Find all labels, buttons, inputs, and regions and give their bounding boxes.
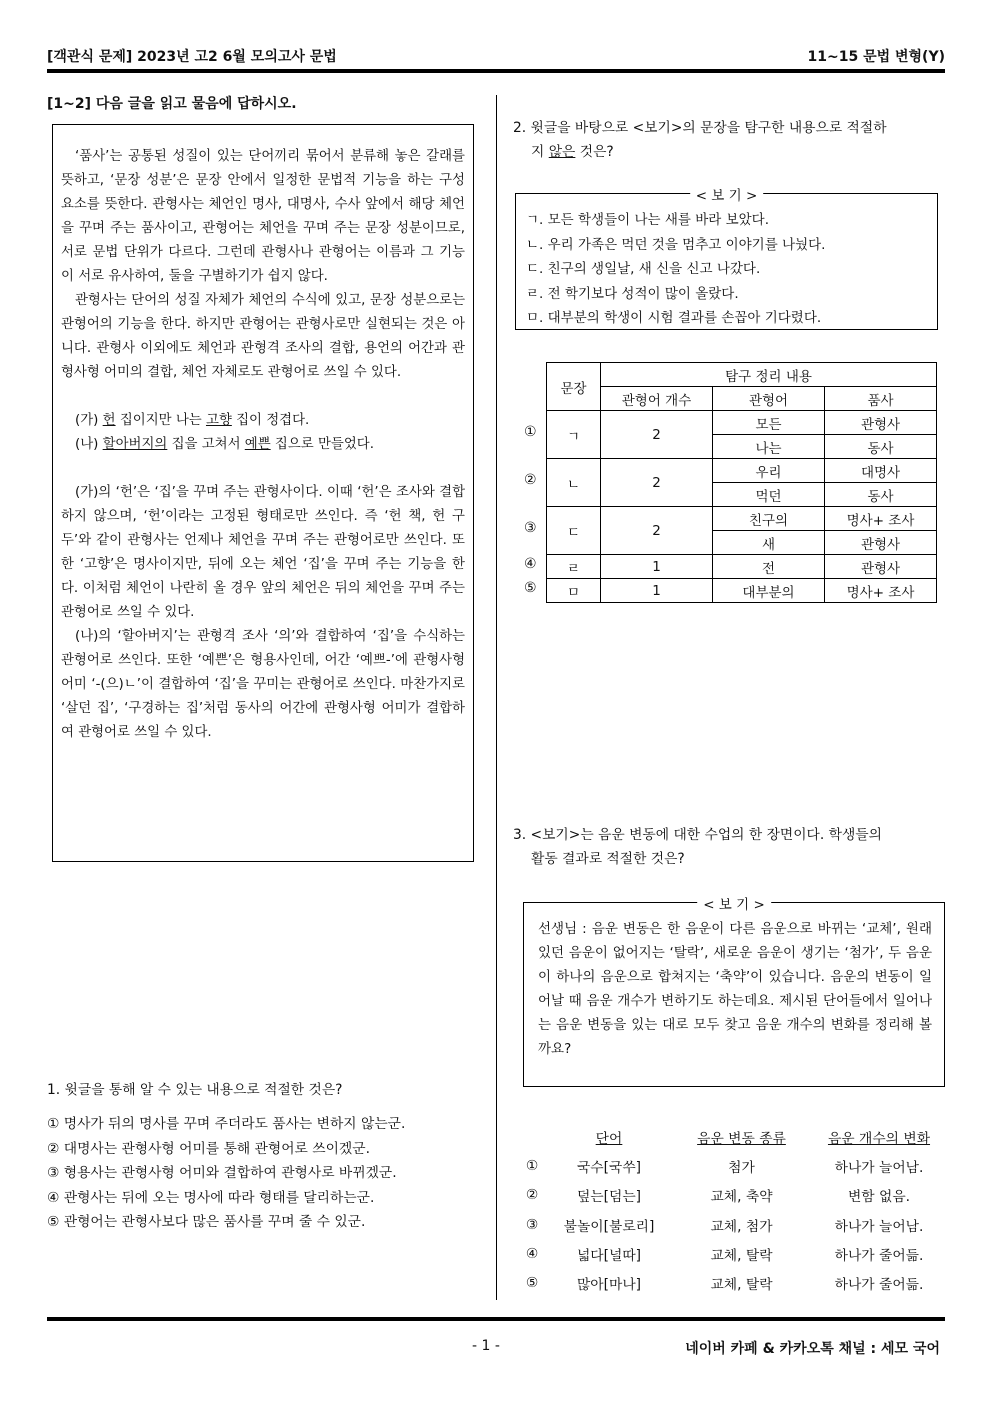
question-2-stem: 2. 윗글을 바탕으로 <보기>의 문장을 탐구한 내용으로 적절하 지 않은 것은? bbox=[513, 120, 887, 160]
option-marker[interactable]: ③ bbox=[524, 520, 537, 536]
table-row: 먹던 동사 bbox=[547, 483, 937, 507]
question-3-table bbox=[515, 1122, 944, 1298]
table-row[interactable]: ㅁ 1 대부분의 명사+ 조사 bbox=[547, 579, 937, 603]
bogi-title: < 보 기 > bbox=[690, 184, 764, 209]
table-row[interactable]: ① 국수[국쑤] 첨가 하나가 늘어남. bbox=[515, 1151, 944, 1180]
reading-passage bbox=[52, 124, 474, 862]
footer-rule bbox=[47, 1317, 945, 1321]
question-1-option[interactable]: ② 대명사는 관형사형 어미를 통해 관형어로 쓰이겠군. bbox=[47, 1140, 370, 1157]
question-1-option[interactable]: ③ 형용사는 관형사형 어미와 결합하여 관형사로 바뀌겠군. bbox=[47, 1165, 397, 1181]
option-marker[interactable]: ⑤ bbox=[524, 580, 537, 596]
example-b-underline-1: 할아버지의 bbox=[102, 437, 168, 452]
example-a-underline-2: 고향 bbox=[205, 413, 232, 428]
option-marker[interactable]: ④ bbox=[524, 556, 537, 572]
column-header-count-change: 음운 개수의 변화 bbox=[827, 1130, 931, 1147]
table-header-sentence: 문장 bbox=[547, 363, 601, 411]
column-divider bbox=[496, 95, 497, 1300]
passage-paragraph-2: 관형사는 단어의 성질 자체가 체언의 수식에 있고, 문장 성분으로는 관형어의 기능을 한다. 하지만 관형어는 관형사로만 실현되는 것은 아니다. 관형사 이외에도 체언과 관형격 조사의 결합, 용언의 어간과 관형사형 어미의 결합, 체언 자체로도 관형어로 쓰일 수 있다. bbox=[61, 293, 465, 380]
header-rule bbox=[47, 69, 945, 73]
passage-paragraph-1: ‘품사’는 공통된 성질이 있는 단어끼리 묶어서 분류해 놓은 갈래를 뜻하고, ‘문장 성분’은 문장 안에서 일정한 문법적 기능을 하는 구성 요소를 뜻한다. 관형사는 체언인 명사, 대명사, 수사 앞에서 해당 체언을 꾸며 주는 품사이고, 관형어는 체언을 꾸며 주는 문장 성분이므로, 서로 문법 단위가 다르다. 그런데 관형사나 관형어는 이름과 그 기능이 서로 유사하여, 둘을 구별하기가 쉽지 않다. bbox=[61, 149, 465, 284]
negation-underline: 않은 bbox=[548, 144, 576, 160]
question-2-table bbox=[546, 362, 937, 603]
table-row[interactable]: ㄱ 2 모든 관형사 bbox=[547, 411, 937, 435]
example-a: (가) 헌 집이지만 나는 고향 집이 정겹다. bbox=[75, 413, 310, 428]
table-row[interactable]: ㄷ 2 친구의 명사+ 조사 bbox=[547, 507, 937, 531]
option-marker[interactable]: ② bbox=[524, 472, 537, 488]
bogi-sentence: ㅁ. 대부분의 학생이 시험 결과를 손꼽아 기다렸다. bbox=[526, 310, 822, 326]
table-row: 새 관형사 bbox=[547, 531, 937, 555]
table-header-pos: 품사 bbox=[825, 387, 937, 411]
example-a-underline-1: 헌 bbox=[102, 413, 116, 428]
header-title: [객관식 문제] 2023년 고2 6월 모의고사 문법 bbox=[47, 49, 337, 65]
option-marker[interactable]: ① bbox=[525, 1157, 539, 1174]
passage-paragraph-3: (가)의 ‘헌’은 ‘집’을 꾸며 주는 관형사이다. 이때 ‘헌’은 조사와 결합하지 않으며, ‘헌’이라는 고정된 형태로만 쓰인다. 즉 ‘헌 책, 헌 구두’와 같이 관형사는 언제나 체언을 꾸며 주는 관형어로만 쓰인다. 또한 ‘고향’은 명사이지만, 뒤에 오는 체언 ‘집’을 꾸며 주는 기능을 한다. 이처럼 체언이 나란히 올 경우 앞의 체언은 뒤의 체언을 꾸며 주는 관형어로 쓰일 수 있다. bbox=[61, 485, 465, 620]
bogi-sentence: ㄴ. 우리 가족은 먹던 것을 멈추고 이야기를 나눴다. bbox=[526, 236, 826, 253]
question-1-option[interactable]: ① 명사가 뒤의 명사를 꾸며 주더라도 품사는 변하지 않는군. bbox=[47, 1116, 406, 1132]
table-header-count: 관형어 개수 bbox=[601, 387, 713, 411]
example-b: (나) 할아버지의 집을 고쳐서 예쁜 집으로 만들었다. bbox=[75, 437, 374, 452]
column-header-word: 단어 bbox=[595, 1130, 623, 1147]
bogi-sentence: ㄷ. 친구의 생일날, 새 신을 신고 나갔다. bbox=[526, 261, 761, 277]
table-row[interactable]: ⑤ 많아[마나] 교체, 탈락 하나가 줄어듦. bbox=[515, 1268, 944, 1297]
option-marker[interactable]: ① bbox=[524, 424, 537, 440]
option-marker[interactable]: ③ bbox=[525, 1216, 539, 1233]
question-1-option[interactable]: ④ 관형사는 뒤에 오는 명사에 따라 형태를 달리하는군. bbox=[47, 1189, 375, 1206]
section-title: [1~2] 다음 글을 읽고 물음에 답하시오. bbox=[47, 96, 297, 112]
column-header-change-type: 음운 변동 종류 bbox=[697, 1130, 786, 1147]
question-1-option[interactable]: ⑤ 관형어는 관형사보다 많은 품사를 꾸며 줄 수 있군. bbox=[47, 1214, 366, 1230]
table-row[interactable]: ③ 불놀이[불로리] 교체, 첨가 하나가 늘어남. bbox=[515, 1210, 944, 1239]
question-3-bogi-box bbox=[523, 897, 945, 1087]
table-row[interactable]: ④ 넓다[널따] 교체, 탈락 하나가 줄어듦. bbox=[515, 1239, 944, 1268]
table-row[interactable]: ㄹ 1 전 관형사 bbox=[547, 555, 937, 579]
option-marker[interactable]: ④ bbox=[525, 1245, 539, 1262]
table-header-group: 탐구 정리 내용 bbox=[601, 363, 937, 387]
table-header-adnominal: 관형어 bbox=[713, 387, 825, 411]
question-3-stem: 3. <보기>는 음운 변동에 대한 수업의 한 장면이다. 학생들의 활동 결과로 적절한 것은? bbox=[513, 827, 882, 867]
page-number: - 1 - bbox=[472, 1338, 500, 1354]
bogi-title: < 보 기 > bbox=[697, 893, 771, 917]
bogi-teacher-text: 선생님 : 음운 변동은 한 음운이 다른 음운으로 바뀌는 ‘교체’, 원래 있던 음운이 없어지는 ‘탈락’, 새로운 음운이 생기는 ‘첨가’, 두 음운이 하나의 음운으로 합쳐지는 ‘축약’이 있습니다. 음운의 변동이 일어날 때 음운 개수가 변하기도 하는데요. 제시된 단어들에서 일어나는 음운 변동을 있는 대로 모두 찾고 음운 개수의 변화를 정리해 볼까요? bbox=[538, 921, 932, 1057]
table-row[interactable]: ㄴ 2 우리 대명사 bbox=[547, 459, 937, 483]
question-2-bogi-box bbox=[515, 188, 938, 330]
bogi-sentence: ㄹ. 전 학기보다 성적이 많이 올랐다. bbox=[526, 285, 739, 302]
option-marker[interactable]: ⑤ bbox=[525, 1275, 539, 1292]
header-subtitle: 11~15 문법 변형(Y) bbox=[807, 49, 945, 65]
passage-paragraph-4: (나)의 ‘할아버지’는 관형격 조사 ‘의’와 결합하여 ‘집’을 수식하는 관형어로 쓰인다. 또한 ‘예쁜’은 형용사인데, 어간 ‘예쁘-’에 관형사형 어미 ‘-(으)ㄴ’이 결합하여 ‘집’을 꾸미는 관형어로 쓰인다. 마찬가지로 ‘살던 집’, ‘구경하는 집’처럼 동사의 어간에 관형사형 어미가 결합하여 관형어로 쓰일 수 있다. bbox=[61, 629, 465, 740]
bogi-sentence: ㄱ. 모든 학생들이 나는 새를 바라 보았다. bbox=[526, 212, 769, 228]
example-b-underline-2: 예쁜 bbox=[244, 437, 271, 452]
table-row: 나는 동사 bbox=[547, 435, 937, 459]
question-1 bbox=[47, 1078, 487, 1235]
table-row[interactable]: ② 덮는[덤는] 교체, 축약 변함 없음. bbox=[515, 1181, 944, 1210]
question-1-stem: 1. 윗글을 통해 알 수 있는 내용으로 적절한 것은? bbox=[47, 1082, 343, 1098]
option-marker[interactable]: ② bbox=[525, 1187, 539, 1204]
footer-channel: 네이버 카페 & 카카오톡 채널 : 세모 국어 bbox=[685, 1341, 940, 1357]
